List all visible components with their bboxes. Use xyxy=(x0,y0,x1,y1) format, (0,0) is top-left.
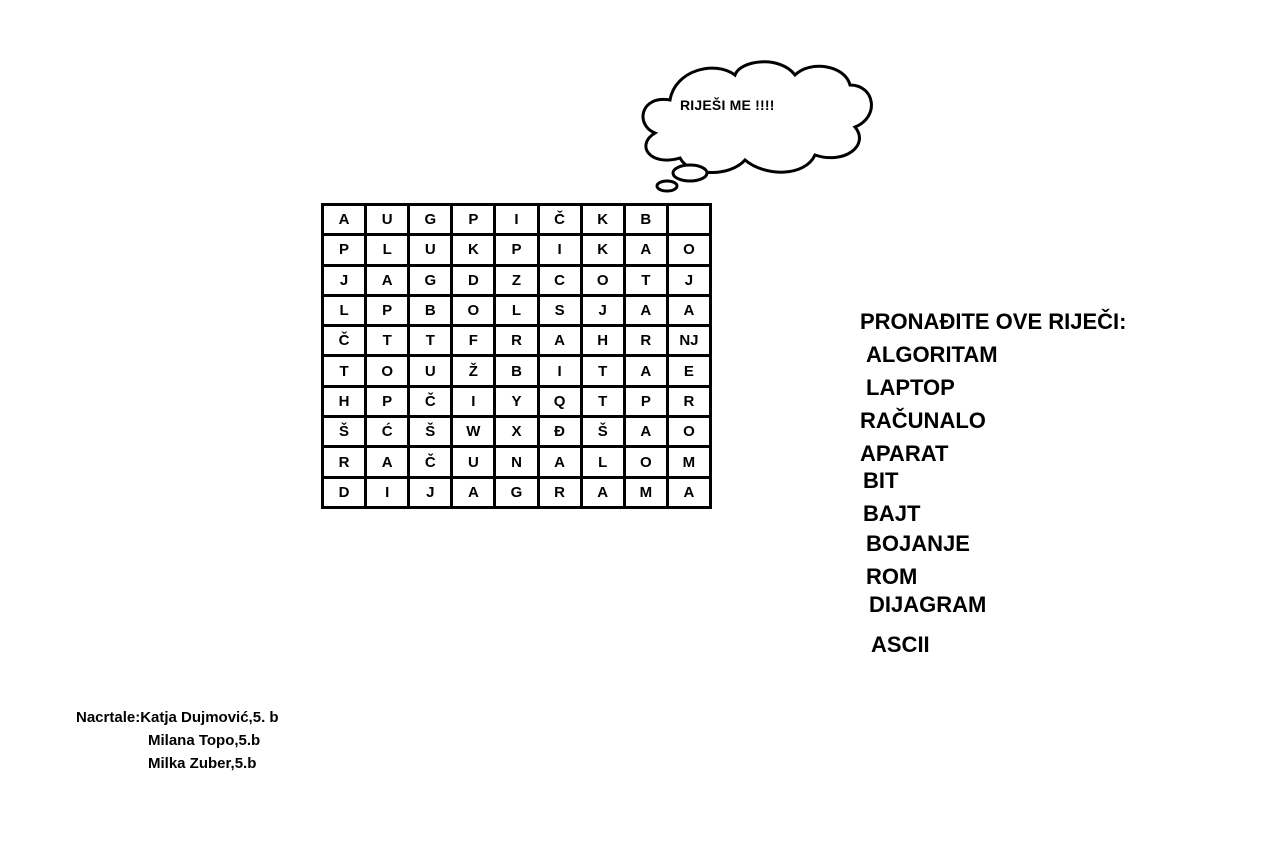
word-item: BOJANJE xyxy=(866,531,970,556)
grid-cell xyxy=(669,206,709,233)
grid-cell: T xyxy=(583,357,623,384)
grid-cell: I xyxy=(453,388,493,415)
grid-cell: L xyxy=(496,297,536,324)
grid-cell: Š xyxy=(324,418,364,445)
grid-cell: I xyxy=(540,236,580,263)
grid-cell: A xyxy=(367,267,407,294)
grid-cell: E xyxy=(669,357,709,384)
grid-cell: R xyxy=(540,479,580,506)
grid-cell: H xyxy=(583,327,623,354)
grid-cell: T xyxy=(583,388,623,415)
credit-line: Nacrtale:Katja Dujmović,5. b xyxy=(76,709,279,726)
grid-cell: T xyxy=(410,327,450,354)
grid-cell: Z xyxy=(496,267,536,294)
grid-cell: U xyxy=(367,206,407,233)
grid-cell: F xyxy=(453,327,493,354)
credit-line: Milana Topo,5.b xyxy=(148,732,261,749)
grid-cell: Ć xyxy=(367,418,407,445)
grid-cell: K xyxy=(583,206,623,233)
word-item: RAČUNALO xyxy=(860,408,986,433)
grid-cell: Y xyxy=(496,388,536,415)
grid-cell: P xyxy=(324,236,364,263)
grid-cell: A xyxy=(669,479,709,506)
grid-cell: A xyxy=(626,297,666,324)
grid-cell: B xyxy=(496,357,536,384)
grid-cell: A xyxy=(626,236,666,263)
grid-cell: M xyxy=(669,448,709,475)
thought-bubble xyxy=(630,55,890,200)
grid-cell: A xyxy=(367,448,407,475)
grid-cell: L xyxy=(583,448,623,475)
grid-cell: K xyxy=(583,236,623,263)
grid-cell: J xyxy=(410,479,450,506)
grid-cell: O xyxy=(367,357,407,384)
grid-cell: R xyxy=(626,327,666,354)
grid-cell: NJ xyxy=(669,327,709,354)
grid-cell: A xyxy=(540,327,580,354)
word-item: APARAT xyxy=(860,441,949,466)
word-item: BIT xyxy=(863,468,899,493)
grid-cell: U xyxy=(410,357,450,384)
grid-cell: T xyxy=(626,267,666,294)
grid-cell: G xyxy=(410,206,450,233)
credit-line: Milka Zuber,5.b xyxy=(148,755,257,772)
grid-cell: J xyxy=(324,267,364,294)
word-item: DIJAGRAM xyxy=(869,592,987,617)
grid-cell: R xyxy=(496,327,536,354)
grid-cell: A xyxy=(626,357,666,384)
word-item: BAJT xyxy=(863,501,921,526)
grid-cell: O xyxy=(626,448,666,475)
grid-cell: R xyxy=(324,448,364,475)
grid-cell: G xyxy=(410,267,450,294)
grid-cell: Ž xyxy=(453,357,493,384)
grid-cell: B xyxy=(410,297,450,324)
grid-cell: Đ xyxy=(540,418,580,445)
grid-cell: P xyxy=(453,206,493,233)
grid-cell: U xyxy=(453,448,493,475)
grid-cell: B xyxy=(626,206,666,233)
grid-cell: O xyxy=(669,236,709,263)
word-item: ALGORITAM xyxy=(866,342,998,367)
grid-cell: I xyxy=(540,357,580,384)
grid-cell: D xyxy=(324,479,364,506)
grid-cell: P xyxy=(626,388,666,415)
word-item: LAPTOP xyxy=(866,375,955,400)
grid-cell: I xyxy=(367,479,407,506)
grid-cell: P xyxy=(367,297,407,324)
grid-cell: A xyxy=(324,206,364,233)
grid-cell: J xyxy=(583,297,623,324)
grid-cell: U xyxy=(410,236,450,263)
grid-cell: N xyxy=(496,448,536,475)
grid-cell: L xyxy=(367,236,407,263)
grid-cell: O xyxy=(669,418,709,445)
grid-cell: L xyxy=(324,297,364,324)
grid-cell: H xyxy=(324,388,364,415)
grid-cell: O xyxy=(583,267,623,294)
grid-cell: O xyxy=(453,297,493,324)
grid-cell: T xyxy=(324,357,364,384)
grid-cell: P xyxy=(367,388,407,415)
grid-cell: Č xyxy=(324,327,364,354)
grid-cell: M xyxy=(626,479,666,506)
grid-cell: R xyxy=(669,388,709,415)
grid-cell: A xyxy=(626,418,666,445)
grid-cell: A xyxy=(669,297,709,324)
grid-cell: Č xyxy=(540,206,580,233)
grid-cell: Š xyxy=(410,418,450,445)
grid-cell: A xyxy=(583,479,623,506)
grid-cell: Č xyxy=(410,388,450,415)
grid-cell: A xyxy=(453,479,493,506)
grid-cell: J xyxy=(669,267,709,294)
grid-cell: C xyxy=(540,267,580,294)
grid-cell: P xyxy=(496,236,536,263)
grid-cell: W xyxy=(453,418,493,445)
grid-cell: T xyxy=(367,327,407,354)
grid-cell: K xyxy=(453,236,493,263)
grid-cell: Č xyxy=(410,448,450,475)
grid-cell: G xyxy=(496,479,536,506)
grid-cell: Š xyxy=(583,418,623,445)
word-item: ROM xyxy=(866,564,918,589)
grid-cell: S xyxy=(540,297,580,324)
cloud-shape xyxy=(630,55,890,200)
bubble-text: RIJEŠI ME !!!! xyxy=(680,97,775,113)
word-item: ASCII xyxy=(871,632,930,657)
word-list-heading: PRONAĐITE OVE RIJEČI: xyxy=(860,309,1127,334)
word-search-grid xyxy=(321,203,712,509)
grid-cell: D xyxy=(453,267,493,294)
grid-cell: A xyxy=(540,448,580,475)
grid-cell: I xyxy=(496,206,536,233)
grid-cell: Q xyxy=(540,388,580,415)
grid-cell: X xyxy=(496,418,536,445)
